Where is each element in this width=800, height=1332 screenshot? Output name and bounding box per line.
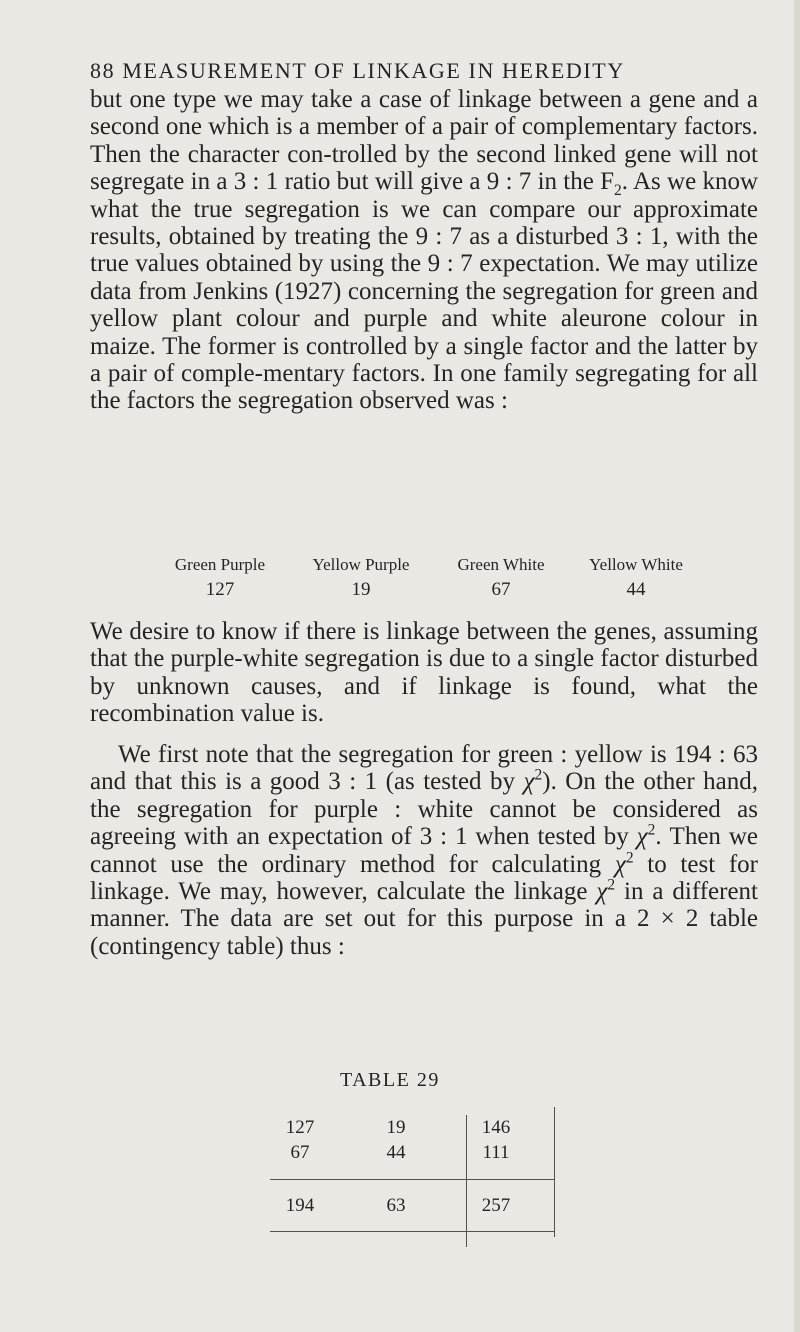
chi-symbol: χ [596,878,608,906]
segregation-value: 67 [491,579,511,600]
segregation-value-row [160,579,720,603]
chi-square-exponent: 2 [607,876,616,894]
paragraph3-text-5: in a different manner. The data are set out for this purpose in a 2 × 2 table (contingency table) thus : [90,878,758,960]
paragraph3-text-3: . Then we cannot use the ordinary method for calculating [90,823,758,878]
table-divider-bottom [466,1231,554,1232]
table-column-total: 63 [386,1195,406,1216]
paragraph1-text-b: . As we know what the true segregation is we can compare our approximate results, obtained by treating the 9 : 7 as a disturbed 3 : 1, with the true values obtained by using the 9 : 7 expectation. We may utilize data from Jenkins (1927) concerning the segregation for green and yellow plant colour and purple and white aleurone colour in maize. The former is controlled by a single factor and the latter by a pair of comple-mentary factors. In one family segregating for all the factors the segregation observed was : [90,168,759,415]
chi-symbol: χ [523,768,535,796]
paragraph3-text-2: ). On the other hand, the segregation for purple : white cannot be considered as agreeing with an expectation of 3 : 1 when tested by [90,768,759,851]
running-header [90,58,750,84]
running-title: MEASUREMENT OF LINKAGE IN HEREDITY [122,58,625,83]
table-divider-horizontal [270,1179,466,1180]
segregation-value: 127 [205,579,235,600]
contingency-table [270,1115,570,1250]
segregation-header: Yellow White [589,555,683,574]
table-cell: 67 [290,1142,310,1163]
paragraph-chi-square [90,741,758,960]
paragraph-linkage-question [90,618,758,728]
chi-square-exponent: 2 [647,821,656,839]
table-cell: 127 [285,1117,315,1138]
table-divider-horizontal [466,1179,554,1180]
segregation-table [160,555,720,603]
segregation-header: Green White [457,555,545,574]
segregation-value: 44 [626,579,646,600]
page-edge [794,0,800,1332]
paragraph3-text-4: to test for linkage. We may, however, calculate the linkage [90,850,758,906]
chi-symbol: χ [636,823,648,851]
paragraph-complementary-factors [90,86,758,415]
f2-subscript: 2 [614,182,622,200]
segregation-header: Yellow Purple [312,555,410,574]
chi-square-exponent: 2 [534,767,543,785]
segregation-header: Green Purple [174,555,266,574]
table-cell: 44 [386,1142,406,1163]
chi-square-exponent: 2 [625,849,634,867]
table-row-total: 111 [482,1142,510,1163]
table-column-total: 194 [285,1195,315,1216]
table-divider-right [554,1107,555,1237]
paragraph2-text: We desire to know if there is linkage between the genes, assuming that the purple-white segregation is due to a single factor disturbed by unknown causes, and if linkage is found, what the recombination value is. [90,618,758,728]
segregation-header-row [160,555,720,579]
chi-symbol: χ [614,850,626,878]
table-divider-bottom [270,1231,466,1232]
table-divider-vertical [466,1115,467,1247]
table-row-total: 146 [481,1117,511,1138]
segregation-value: 19 [351,579,371,600]
table-title: TABLE 29 [340,1069,440,1091]
page-number: 88 [90,58,116,83]
paragraph1-text-a: but one type we may take a case of linkage between a gene and a second one which is a member of a pair of complementary factors. Then the character con-trolled by the second linked gene will not segregate in a 3 : 1 ratio but will give a 9 : 7 in the F [90,86,758,196]
paragraph3-text-1: We first note that the segregation for green : yellow is 194 : 63 and that this is a good 3 : 1 (as tested by [90,741,758,796]
table-grand-total: 257 [481,1195,511,1216]
table-cell: 19 [386,1117,406,1138]
